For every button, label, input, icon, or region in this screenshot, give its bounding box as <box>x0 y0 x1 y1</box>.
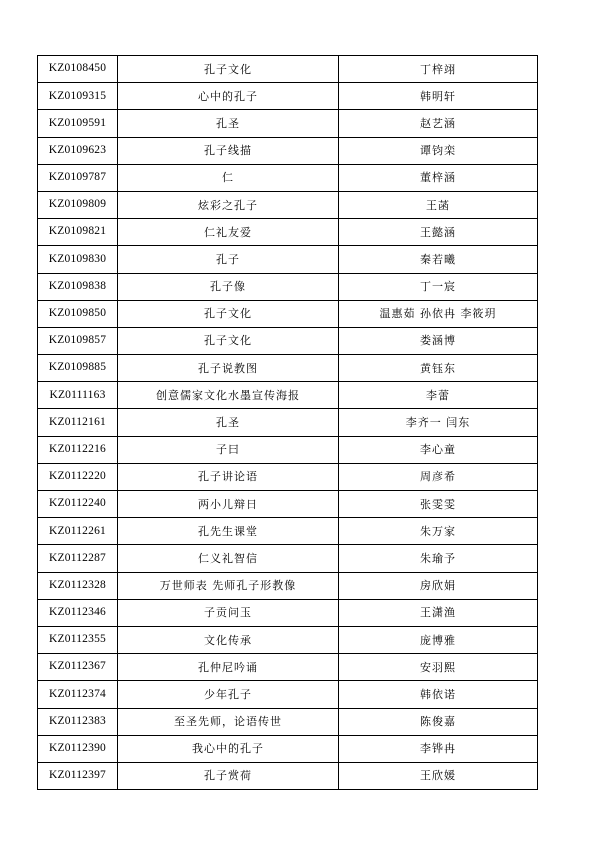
entries-table-body <box>38 56 538 790</box>
table-row <box>38 681 538 708</box>
work-title-cell: 孔子赏荷 <box>118 762 339 789</box>
table-row <box>38 708 538 735</box>
table-row <box>38 654 538 681</box>
author-name-cell: 韩明轩 <box>339 83 538 110</box>
author-name-cell: 李齐一 闫东 <box>339 409 538 436</box>
entry-id-cell: KZ0112374 <box>38 681 118 708</box>
author-name-cell: 娄涵博 <box>339 327 538 354</box>
work-title-cell: 文化传承 <box>118 626 339 653</box>
author-name-cell: 房欣娟 <box>339 572 538 599</box>
author-name-cell: 周彦希 <box>339 463 538 490</box>
work-title-cell: 少年孔子 <box>118 681 339 708</box>
author-name-cell: 温惠茹 孙依冉 李筱玥 <box>339 300 538 327</box>
work-title-cell: 孔圣 <box>118 409 339 436</box>
table-row <box>38 219 538 246</box>
entry-id-cell: KZ0109809 <box>38 191 118 218</box>
work-title-cell: 孔子讲论语 <box>118 463 339 490</box>
entry-id-cell: KZ0112328 <box>38 572 118 599</box>
author-name-cell: 董梓涵 <box>339 164 538 191</box>
author-name-cell: 李蕾 <box>339 382 538 409</box>
author-name-cell: 韩依诺 <box>339 681 538 708</box>
author-name-cell: 丁梓翊 <box>339 56 538 83</box>
table-row <box>38 355 538 382</box>
entry-id-cell: KZ0108450 <box>38 56 118 83</box>
entry-id-cell: KZ0112346 <box>38 599 118 626</box>
author-name-cell: 丁一宸 <box>339 273 538 300</box>
entry-id-cell: KZ0112397 <box>38 762 118 789</box>
table-row <box>38 735 538 762</box>
table-row <box>38 191 538 218</box>
table-row <box>38 137 538 164</box>
table-row <box>38 246 538 273</box>
work-title-cell: 孔子文化 <box>118 56 339 83</box>
entry-id-cell: KZ0109857 <box>38 327 118 354</box>
table-row <box>38 164 538 191</box>
entry-id-cell: KZ0109830 <box>38 246 118 273</box>
work-title-cell: 心中的孔子 <box>118 83 339 110</box>
table-row <box>38 491 538 518</box>
author-name-cell: 李铧冉 <box>339 735 538 762</box>
work-title-cell: 孔子 <box>118 246 339 273</box>
work-title-cell: 万世师表 先师孔子形教像 <box>118 572 339 599</box>
entry-id-cell: KZ0112161 <box>38 409 118 436</box>
entry-id-cell: KZ0112367 <box>38 654 118 681</box>
work-title-cell: 子贡问玉 <box>118 599 339 626</box>
author-name-cell: 王欣媛 <box>339 762 538 789</box>
table-row <box>38 409 538 436</box>
table-row <box>38 83 538 110</box>
entry-id-cell: KZ0109885 <box>38 355 118 382</box>
entry-id-cell: KZ0112216 <box>38 436 118 463</box>
entry-id-cell: KZ0112261 <box>38 518 118 545</box>
work-title-cell: 孔先生课堂 <box>118 518 339 545</box>
entry-id-cell: KZ0109623 <box>38 137 118 164</box>
work-title-cell: 仁义礼智信 <box>118 545 339 572</box>
work-title-cell: 孔子文化 <box>118 300 339 327</box>
author-name-cell: 安羽熙 <box>339 654 538 681</box>
entry-id-cell: KZ0109850 <box>38 300 118 327</box>
work-title-cell: 孔子像 <box>118 273 339 300</box>
table-row <box>38 572 538 599</box>
entry-id-cell: KZ0109591 <box>38 110 118 137</box>
entry-id-cell: KZ0112390 <box>38 735 118 762</box>
work-title-cell: 仁 <box>118 164 339 191</box>
author-name-cell: 王潇渔 <box>339 599 538 626</box>
table-row <box>38 436 538 463</box>
work-title-cell: 创意儒家文化水墨宣传海报 <box>118 382 339 409</box>
author-name-cell: 秦若曦 <box>339 246 538 273</box>
table-row <box>38 110 538 137</box>
work-title-cell: 孔圣 <box>118 110 339 137</box>
table-row <box>38 545 538 572</box>
author-name-cell: 赵艺涵 <box>339 110 538 137</box>
author-name-cell: 庞博雅 <box>339 626 538 653</box>
author-name-cell: 黄钰东 <box>339 355 538 382</box>
table-row <box>38 762 538 789</box>
work-title-cell: 两小儿辩日 <box>118 491 339 518</box>
author-name-cell: 李心童 <box>339 436 538 463</box>
table-row <box>38 382 538 409</box>
table-row <box>38 56 538 83</box>
entry-id-cell: KZ0112355 <box>38 626 118 653</box>
author-name-cell: 王懿涵 <box>339 219 538 246</box>
work-title-cell: 孔子文化 <box>118 327 339 354</box>
work-title-cell: 孔仲尼吟诵 <box>118 654 339 681</box>
entry-id-cell: KZ0111163 <box>38 382 118 409</box>
table-row <box>38 463 538 490</box>
table-row <box>38 300 538 327</box>
table-row <box>38 599 538 626</box>
author-name-cell: 朱瑜予 <box>339 545 538 572</box>
table-row <box>38 626 538 653</box>
work-title-cell: 炫彩之孔子 <box>118 191 339 218</box>
author-name-cell: 张雯雯 <box>339 491 538 518</box>
work-title-cell: 我心中的孔子 <box>118 735 339 762</box>
entry-id-cell: KZ0109315 <box>38 83 118 110</box>
entry-id-cell: KZ0109787 <box>38 164 118 191</box>
entry-id-cell: KZ0112383 <box>38 708 118 735</box>
author-name-cell: 王菡 <box>339 191 538 218</box>
work-title-cell: 至圣先师，论语传世 <box>118 708 339 735</box>
author-name-cell: 陈俊嘉 <box>339 708 538 735</box>
table-row <box>38 273 538 300</box>
entry-id-cell: KZ0109838 <box>38 273 118 300</box>
work-title-cell: 仁礼友爱 <box>118 219 339 246</box>
entry-id-cell: KZ0112240 <box>38 491 118 518</box>
work-title-cell: 孔子说教图 <box>118 355 339 382</box>
entry-id-cell: KZ0112220 <box>38 463 118 490</box>
entry-id-cell: KZ0112287 <box>38 545 118 572</box>
work-title-cell: 孔子线描 <box>118 137 339 164</box>
table-row <box>38 518 538 545</box>
work-title-cell: 子曰 <box>118 436 339 463</box>
author-name-cell: 朱万家 <box>339 518 538 545</box>
entry-id-cell: KZ0109821 <box>38 219 118 246</box>
entries-table <box>37 55 538 790</box>
table-row <box>38 327 538 354</box>
author-name-cell: 谭钧栾 <box>339 137 538 164</box>
